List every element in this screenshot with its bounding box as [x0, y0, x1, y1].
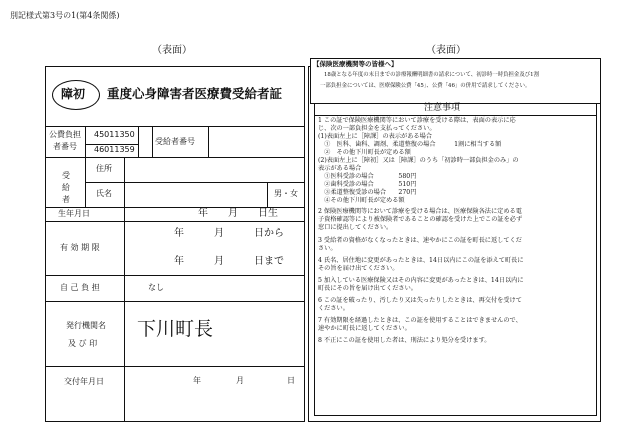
note-line-22: ください。 — [318, 305, 349, 312]
note-line-23: 7 有効期限を経過したときは、この証を使用することはできませんので、 — [318, 317, 522, 324]
note-line-10: ③柔道整復受診の場合 270円 — [318, 189, 417, 196]
card-title: 重度心身障害者医療費受給者証 — [107, 86, 283, 101]
note-line-20: 町長にその旨を届け出てください。 — [318, 285, 417, 292]
back-side-label: （表面） — [426, 45, 466, 56]
note-line-5: ② その他下川町長が定める額 — [318, 149, 411, 156]
note-line-18: その旨を届け出てください。 — [318, 265, 399, 272]
recipient-number-label: 受給者番号 — [155, 137, 195, 146]
note-line-12: 2 保険医療機関等において診療を受ける場合は、医療保険各法に定める電 — [318, 208, 522, 215]
note-line-17: 4 氏名、居住地に変更があったときは、14日以内にこの証を添えて町長に — [318, 257, 524, 264]
dob-value: 年 月 日生 — [198, 208, 278, 219]
validity-label: 有 効 期 限 — [60, 243, 100, 252]
note-line-21: 6 この証を破ったり、汚したり又は失ったりしたときは、再交付を受けて — [318, 297, 522, 304]
dob-label: 生年月日 — [58, 209, 90, 218]
note-line-8: ①医科受診の場合 580円 — [318, 173, 417, 180]
address-label: 住所 — [96, 164, 112, 173]
recipient-label: 受給者 — [62, 171, 70, 204]
notes-title: 注意事項 — [424, 103, 461, 113]
copay-value: なし — [148, 283, 164, 292]
note-line-9: ②歯科受診の場合 510円 — [318, 181, 417, 188]
issuer-label-2: 及 び 印 — [68, 339, 98, 348]
note-line-6: (2)表面左上に［障初］又は［障課］のうち「初診時一部負担金のみ」の — [318, 157, 519, 164]
note-line-13: 子資格確認等により被保険者であることの確認を受けた上でこの証を必ず — [318, 216, 523, 223]
badge-label: 障初 — [61, 87, 86, 101]
payer-number-2: 46011359 — [94, 145, 135, 154]
gender-field: 男・女 — [274, 189, 298, 198]
issue-date-month: 月 — [236, 376, 244, 385]
issue-date-label: 交付年月日 — [64, 377, 104, 386]
issue-date-day: 日 — [287, 376, 295, 385]
name-label: 氏名 — [96, 189, 112, 198]
issuer-label-1: 発行機関名 — [66, 321, 106, 330]
note-line-25: 8 不正にこの証を使用した者は、刑法により処分を受けます。 — [318, 337, 491, 344]
note-line-2: じ、次の一部負担金を支払ってください。 — [318, 125, 436, 132]
validity-to: 年 月 日まで — [174, 256, 284, 267]
note-line-1: 1 この証で保険医療機関等において診療を受ける際は、表面の表示に応 — [318, 117, 516, 124]
validity-from: 年 月 日から — [174, 228, 284, 239]
note-line-14: 窓口に提出してください。 — [318, 224, 393, 231]
notice-line-1: 18歳となる年度の末日までの診療報酬明細書の請求について、初診時一時負担金及び1割 — [324, 72, 539, 78]
note-line-3: (1)表面左上に［障課］の表示がある場合 — [318, 133, 432, 140]
front-side-label: （表面） — [152, 45, 192, 56]
note-line-19: 5 加入している医療保険又はその内容に変更があったときは、14日以内に — [318, 277, 524, 284]
payer-label-2: 者番号 — [53, 142, 77, 151]
note-line-24: 速やかに町長に返してください。 — [318, 325, 411, 332]
issue-date-year: 年 — [193, 376, 201, 385]
note-line-7: 表示がある場合 — [318, 165, 362, 172]
note-line-11: ④その他下川町長が定める額 — [318, 197, 405, 204]
copay-label: 自 己 負 担 — [60, 283, 100, 292]
form-label: 別記様式第3号の1(第4条関係) — [10, 11, 120, 20]
note-line-15: 3 受給者の資格がなくなったときは、速やかにこの証を町長に返してくだ — [318, 237, 522, 244]
payer-number-1: 45011350 — [94, 130, 135, 139]
issuer-value: 下川町長 — [137, 318, 214, 340]
payer-label-1: 公費負担 — [49, 130, 81, 139]
notice-title: 【保険医療機関等の皆様へ】 — [313, 60, 398, 68]
notice-line-2: 一部負担金については、医療保険公費「45」、公費「46」の併用で請求してください。 — [320, 83, 531, 89]
note-line-16: さい。 — [318, 245, 337, 252]
note-line-4: ① 医科、歯科、調剤、柔道整復の場合 1割に相当する額 — [318, 141, 502, 148]
